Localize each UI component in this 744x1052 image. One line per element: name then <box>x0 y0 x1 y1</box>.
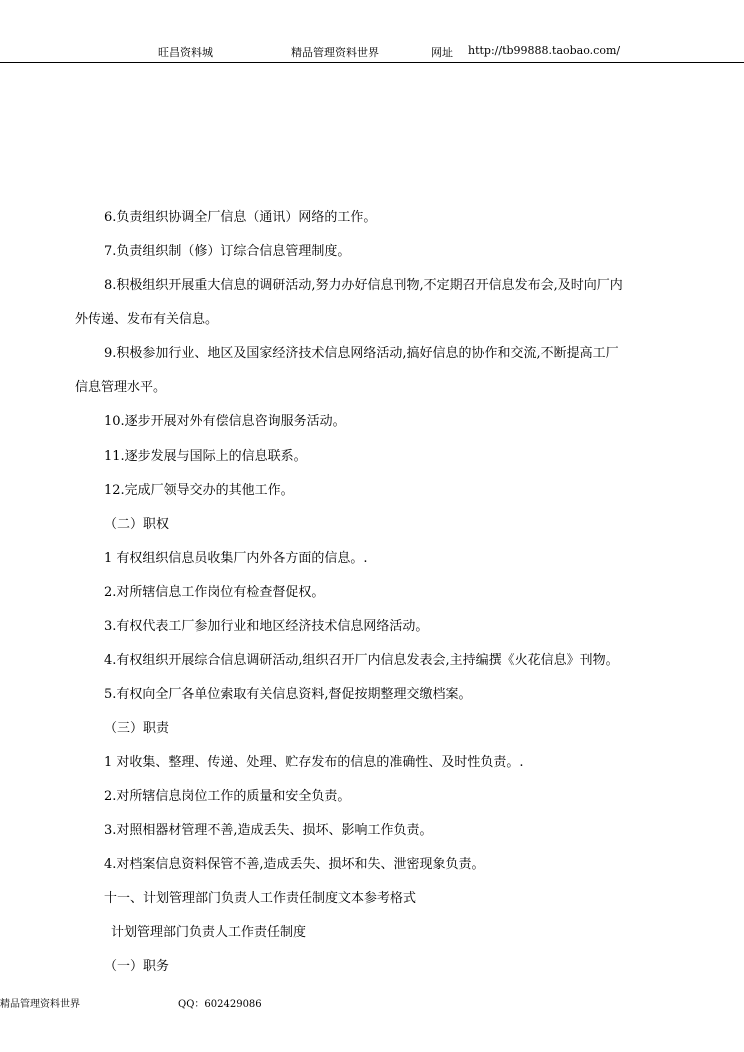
section-heading: （二）职权 <box>104 517 170 532</box>
header-url-label: 网址 <box>431 46 453 59</box>
paragraph-line: 1 对收集、整理、传递、处理、贮存发布的信息的准确性、及时性负责。. <box>104 755 524 770</box>
section-heading: （三）职责 <box>104 721 170 736</box>
paragraph-line: 2.对所辖信息工作岗位有检查督促权。 <box>104 585 325 600</box>
footer-site-name: 精品管理资料世界 <box>0 999 80 1010</box>
paragraph-line: 12.完成厂领导交办的其他工作。 <box>104 483 294 498</box>
paragraph-line: 2.对所辖信息岗位工作的质量和安全负责。 <box>104 789 351 804</box>
paragraph-line: 3.对照相器材管理不善,造成丢失、损坏、影响工作负责。 <box>104 823 433 838</box>
paragraph-line: 6.负责组织协调全厂信息（通讯）网络的工作。 <box>104 210 377 225</box>
paragraph-line: 外传递、发布有关信息。 <box>75 312 219 327</box>
document-title: 计划管理部门负责人工作责任制度 <box>111 925 307 940</box>
paragraph-line: 信息管理水平。 <box>75 380 167 395</box>
page-header <box>0 44 744 62</box>
paragraph-line: 1 有权组织信息员收集厂内外各方面的信息。. <box>104 551 368 566</box>
paragraph-line: 5.有权向全厂各单位索取有关信息资料,督促按期整理交缴档案。 <box>104 687 472 702</box>
paragraph-line: 4.有权组织开展综合信息调研活动,组织召开厂内信息发表会,主持编撰《火花信息》刊物。 <box>104 653 619 668</box>
paragraph-line: 7.负责组织制（修）订综合信息管理制度。 <box>104 244 351 259</box>
paragraph-line: 10.逐步开展对外有偿信息咨询服务活动。 <box>104 414 346 429</box>
paragraph-line: 8.积极组织开展重大信息的调研活动,努力办好信息刊物,不定期召开信息发布会,及时向厂内 <box>104 278 623 293</box>
page-footer <box>0 995 744 1011</box>
section-heading: （一）职务 <box>104 959 170 974</box>
paragraph-line: 11.逐步发展与国际上的信息联系。 <box>104 449 307 464</box>
paragraph-line: 4.对档案信息资料保管不善,造成丢失、损坏和失、泄密现象负责。 <box>104 857 485 872</box>
header-divider <box>0 62 744 63</box>
footer-qq: QQ：602429086 <box>178 999 262 1010</box>
section-heading: 十一、计划管理部门负责人工作责任制度文本参考格式 <box>104 891 417 906</box>
paragraph-line: 9.积极参加行业、地区及国家经济技术信息网络活动,搞好信息的协作和交流,不断提高工厂 <box>104 346 619 361</box>
header-site-name: 精品管理资料世界 <box>291 46 379 59</box>
header-shop-name: 旺昌资料城 <box>158 46 213 59</box>
header-url[interactable]: http://tb99888.taobao.com/ <box>468 44 621 57</box>
paragraph-line: 3.有权代表工厂参加行业和地区经济技术信息网络活动。 <box>104 619 429 634</box>
